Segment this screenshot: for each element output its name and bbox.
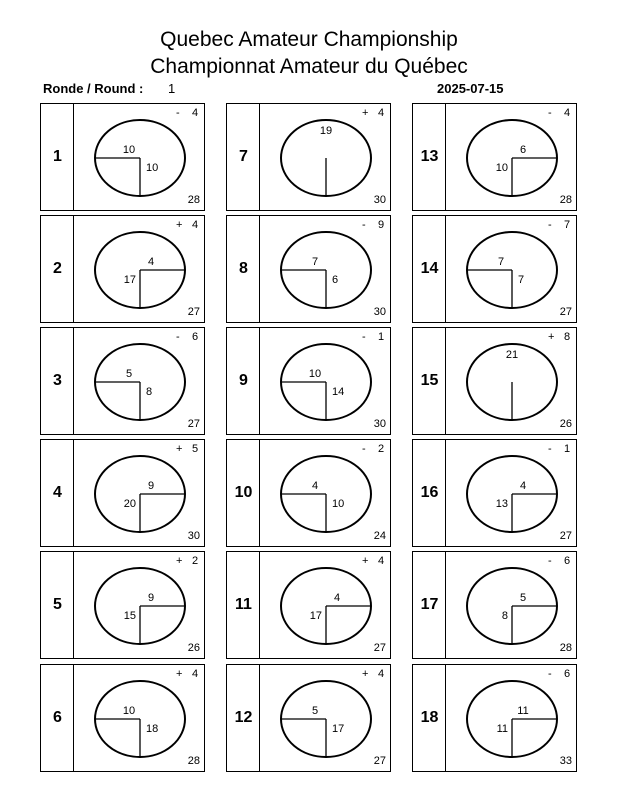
right-distance: 6 [332,274,339,286]
hole-number: 5 [53,596,62,613]
green-diagram [260,665,390,771]
hole-card [226,664,391,772]
hole-number: 10 [234,484,253,501]
hole-card [226,327,391,435]
left-distance: 4 [311,480,319,492]
right-distance: 9 [147,480,155,492]
right-distance: 14 [332,386,345,398]
hole-number: 7 [239,148,248,165]
right-distance: 18 [146,723,159,735]
green-length: 30 [373,194,386,206]
right-distance: 8 [146,386,153,398]
hole-number: 2 [53,260,62,277]
hole-card [412,439,577,547]
hole-card [40,439,205,547]
depth-value: 6 [564,555,571,567]
green-diagram [74,665,204,771]
depth-value: 1 [378,331,385,343]
green-diagram [446,440,576,546]
title-french: Championnat Amateur du Québec [150,55,468,78]
left-distance: 20 [123,498,136,510]
depth-value: 4 [564,107,571,119]
green-diagram [74,328,204,434]
green-svg [260,440,390,546]
hole-card [412,215,577,323]
depth-value: 2 [378,443,385,455]
hole-number-cell [227,104,260,210]
left-distance: 7 [497,256,505,268]
hole-number-cell [227,665,260,771]
hole-card [412,551,577,659]
right-distance: 7 [518,274,525,286]
hole-number: 18 [420,709,439,726]
green-svg [446,216,576,322]
hole-number-cell [41,552,74,658]
green-svg [74,216,204,322]
right-distance: 4 [147,256,155,268]
hole-card [412,327,577,435]
green-diagram [446,328,576,434]
hole-card [226,551,391,659]
right-distance: 10 [332,498,345,510]
green-length: 27 [373,642,386,654]
depth-value: 4 [378,107,385,119]
title-english: Quebec Amateur Championship [160,28,458,51]
hole-number-cell [227,328,260,434]
hole-number-cell [227,440,260,546]
hole-card [226,103,391,211]
green-length: 27 [559,530,572,542]
hole-number: 16 [420,484,439,501]
hole-number: 4 [53,484,62,501]
depth-value: 8 [564,331,571,343]
left-distance: 11 [496,723,508,735]
green-diagram [260,104,390,210]
depth-value: 4 [378,555,385,567]
green-length: 28 [559,194,572,206]
left-distance: 13 [495,498,508,510]
green-diagram [74,440,204,546]
slope-sign: - [362,331,366,343]
hole-card [40,103,205,211]
hole-number-cell [41,216,74,322]
slope-sign: + [176,668,183,680]
slope-sign: - [548,443,552,455]
right-distance: 4 [333,592,341,604]
green-svg [446,552,576,658]
hole-card [40,215,205,323]
hole-number: 11 [235,596,252,613]
hole-number-cell [413,552,446,658]
hole-card [226,215,391,323]
hole-number-cell [41,665,74,771]
hole-number-cell [413,665,446,771]
depth-value: 2 [192,555,199,567]
hole-number: 3 [53,372,62,389]
green-length: 30 [373,418,386,430]
right-distance: 5 [519,592,527,604]
hole-number-cell [227,216,260,322]
slope-sign: + [362,668,369,680]
hole-number: 14 [420,260,439,277]
round-value: 1 [168,81,176,96]
right-distance: 10 [146,162,159,174]
left-distance: 17 [123,274,136,286]
green-length: 33 [559,755,572,767]
left-distance: 5 [311,705,319,717]
slope-sign: - [362,219,366,231]
green-svg [74,440,204,546]
left-distance: 5 [125,368,133,380]
hole-number-cell [413,328,446,434]
hole-number-cell [413,104,446,210]
green-diagram [74,104,204,210]
slope-sign: - [362,443,366,455]
right-distance: 4 [519,480,527,492]
hole-number: 1 [53,148,62,165]
hole-number: 9 [239,372,248,389]
green-diagram [446,104,576,210]
right-distance: 6 [519,144,527,156]
slope-sign: - [548,555,552,567]
depth-value: 4 [192,219,199,231]
hole-card [40,551,205,659]
hole-number: 17 [420,596,439,613]
left-distance: 10 [122,705,136,717]
hole-number-cell [41,328,74,434]
left-distance: 10 [308,368,322,380]
green-svg [74,552,204,658]
green-diagram [74,552,204,658]
depth-value: 7 [564,219,571,231]
green-svg [446,104,576,210]
green-length: 28 [187,755,200,767]
green-length: 26 [559,418,572,430]
hole-number-cell [227,552,260,658]
depth-value: 1 [564,443,571,455]
hole-card [226,439,391,547]
hole-number-cell [41,440,74,546]
hole-number: 12 [234,709,253,726]
date: 2025-07-15 [437,81,504,96]
hole-number: 8 [239,260,248,277]
green-length: 24 [373,530,386,542]
green-diagram [446,665,576,771]
depth-value: 6 [192,331,199,343]
hole-card [40,327,205,435]
green-diagram [260,552,390,658]
hole-card [40,664,205,772]
right-distance: 11 [517,705,529,717]
depth-value: 4 [192,107,199,119]
green-length: 27 [373,755,386,767]
green-length: 30 [187,530,200,542]
green-diagram [446,552,576,658]
hole-card [412,103,577,211]
green-svg [260,552,390,658]
green-length: 28 [187,194,200,206]
green-length: 27 [187,306,200,318]
hole-number-cell [413,440,446,546]
green-diagram [74,216,204,322]
slope-sign: - [176,107,180,119]
left-distance: 8 [501,610,508,622]
hole-number: 15 [420,372,439,389]
slope-sign: + [176,443,183,455]
left-distance: 10 [495,162,508,174]
left-distance: 15 [123,610,136,622]
left-distance: 10 [122,144,136,156]
slope-sign: - [548,107,552,119]
slope-sign: - [548,219,552,231]
left-distance: 17 [309,610,322,622]
slope-sign: + [176,219,183,231]
green-svg [74,104,204,210]
green-length: 27 [559,306,572,318]
slope-sign: + [548,331,555,343]
green-svg [260,104,390,210]
hole-number: 13 [420,148,439,165]
green-svg [260,328,390,434]
depth-value: 4 [378,668,385,680]
front-distance: 21 [505,349,519,361]
hole-number-cell [413,216,446,322]
green-length: 28 [559,642,572,654]
green-diagram [446,216,576,322]
depth-value: 4 [192,668,199,680]
front-distance: 19 [319,125,333,137]
green-svg [260,665,390,771]
left-distance: 7 [311,256,319,268]
green-svg [446,328,576,434]
green-svg [260,216,390,322]
right-distance: 9 [147,592,155,604]
hole-number: 6 [53,709,62,726]
green-svg [446,665,576,771]
green-length: 30 [373,306,386,318]
hole-number-cell [41,104,74,210]
hole-card [412,664,577,772]
right-distance: 17 [332,723,345,735]
green-svg [74,665,204,771]
depth-value: 6 [564,668,571,680]
green-diagram [260,328,390,434]
slope-sign: + [362,555,369,567]
depth-value: 9 [378,219,385,231]
green-length: 27 [187,418,200,430]
slope-sign: - [176,331,180,343]
slope-sign: + [176,555,183,567]
green-diagram [260,440,390,546]
green-svg [74,328,204,434]
round-label: Ronde / Round : [43,81,144,96]
slope-sign: - [548,668,552,680]
green-svg [446,440,576,546]
green-length: 26 [187,642,200,654]
depth-value: 5 [192,443,199,455]
slope-sign: + [362,107,369,119]
green-diagram [260,216,390,322]
